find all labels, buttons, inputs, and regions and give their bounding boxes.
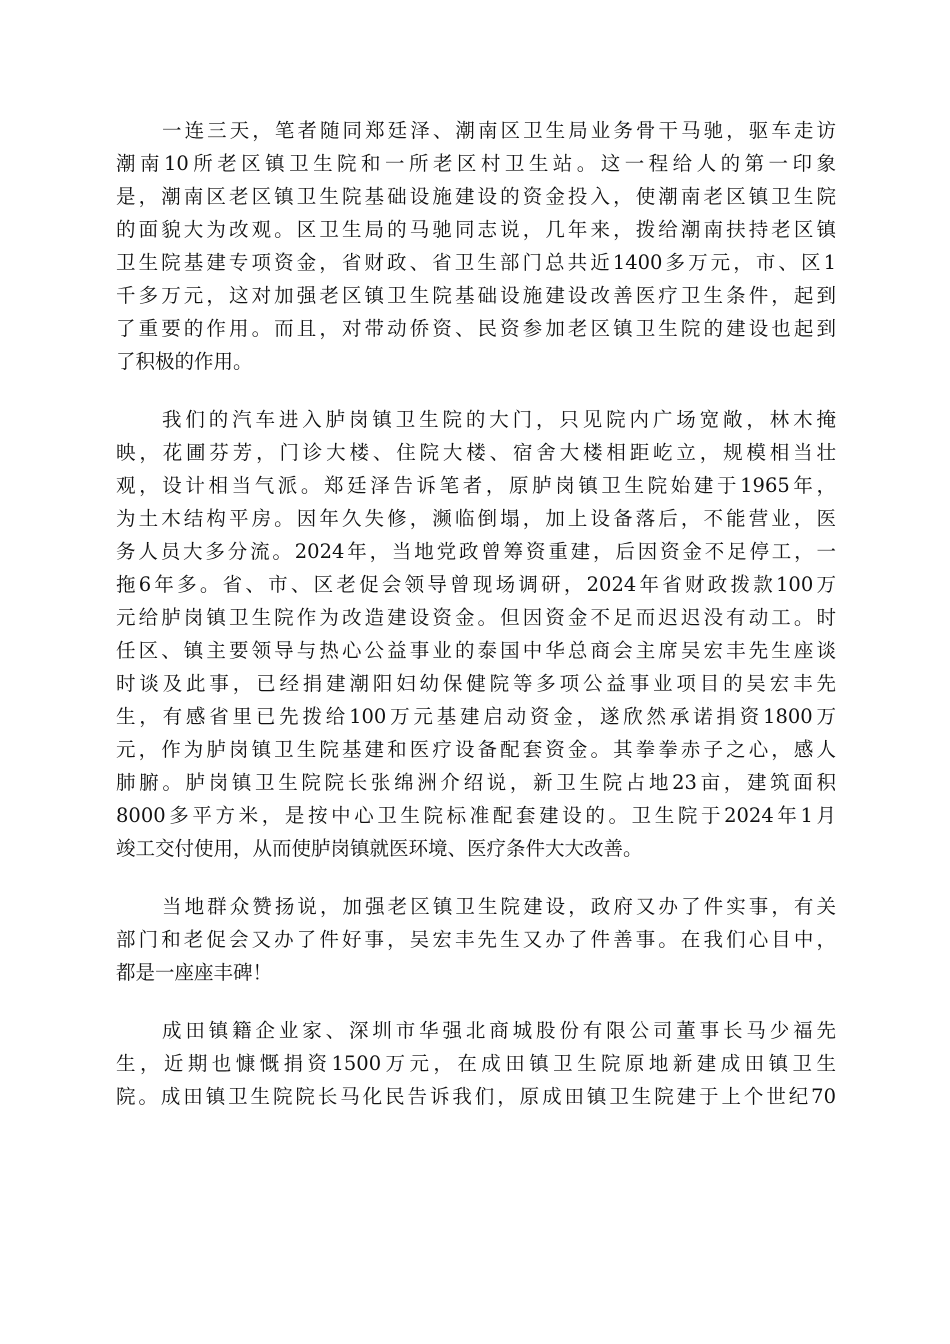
text-line: 务人员大多分流。2024年，当地党政曾筹资重建，后因资金不足停工，一: [116, 540, 836, 563]
text-line: 都是一座座丰碑！: [116, 961, 273, 984]
text-line: 成田镇籍企业家、深圳市华强北商城股份有限公司董事长马少福先: [162, 1019, 836, 1042]
text-line: 千多万元，这对加强老区镇卫生院基础设施建设改善医疗卫生条件，起到: [116, 284, 836, 307]
text-line: 是，潮南区老区镇卫生院基础设施建设的资金投入，使潮南老区镇卫生院: [116, 185, 836, 208]
text-line: 时谈及此事，已经捐建潮阳妇幼保健院等多项公益事业项目的吴宏丰先: [116, 672, 836, 695]
text-line: 一连三天，笔者随同郑廷泽、潮南区卫生局业务骨干马驰，驱车走访: [162, 119, 836, 142]
text-line: 任区、镇主要领导与热心公益事业的泰国中华总商会主席吴宏丰先生座谈: [116, 639, 836, 662]
text-line: 潮南10所老区镇卫生院和一所老区村卫生站。这一程给人的第一印象: [116, 152, 836, 175]
document-page: [116, 114, 836, 1138]
text-line: 了积极的作用。: [116, 350, 253, 373]
text-line: 院。成田镇卫生院院长马化民告诉我们，原成田镇卫生院建于上个世纪70: [116, 1085, 836, 1108]
text-line: 卫生院基建专项资金，省财政、省卫生部门总共近1400多万元，市、区1: [116, 251, 836, 274]
text-line: 拖6年多。省、市、区老促会领导曾现场调研，2024年省财政拨款100万: [116, 573, 836, 596]
text-line: 元给胪岗镇卫生院作为改造建设资金。但因资金不足而迟迟没有动工。时: [116, 606, 836, 629]
text-line: 的面貌大为改观。区卫生局的马驰同志说，几年来，拨给潮南扶持老区镇: [116, 218, 836, 241]
text-line: 8000多平方米，是按中心卫生院标准配套建设的。卫生院于2024年1月: [116, 804, 836, 827]
text-line: 竣工交付使用，从而使胪岗镇就医环境、医疗条件大大改善。: [116, 837, 643, 860]
paragraph-1: [116, 114, 836, 378]
text-line: 肺腑。胪岗镇卫生院院长张绵洲介绍说，新卫生院占地23亩，建筑面积: [116, 771, 836, 794]
paragraph-4: [116, 1014, 836, 1113]
paragraph-2: [116, 403, 836, 865]
text-line: 生，有感省里已先拨给100万元基建启动资金，遂欣然承诺捐资1800万: [116, 705, 836, 728]
text-line: 生，近期也慷慨捐资1500万元，在成田镇卫生院原地新建成田镇卫生: [116, 1052, 836, 1075]
text-line: 当地群众赞扬说，加强老区镇卫生院建设，政府又办了件实事，有关: [162, 895, 836, 918]
text-line: 观，设计相当气派。郑廷泽告诉笔者，原胪岗镇卫生院始建于1965年，: [116, 474, 836, 497]
text-line: 了重要的作用。而且，对带动侨资、民资参加老区镇卫生院的建设也起到: [116, 317, 836, 340]
text-line: 部门和老促会又办了件好事，吴宏丰先生又办了件善事。在我们心目中，: [116, 928, 836, 951]
text-line: 为土木结构平房。因年久失修，濒临倒塌，加上设备落后，不能营业，医: [116, 507, 836, 530]
text-line: 我们的汽车进入胪岗镇卫生院的大门，只见院内广场宽敞，林木掩: [162, 408, 836, 431]
paragraph-3: [116, 890, 836, 989]
text-line: 映，花圃芬芳，门诊大楼、住院大楼、宿舍大楼相距屹立，规模相当壮: [116, 441, 836, 464]
text-line: 元，作为胪岗镇卫生院基建和医疗设备配套资金。其拳拳赤子之心，感人: [116, 738, 836, 761]
